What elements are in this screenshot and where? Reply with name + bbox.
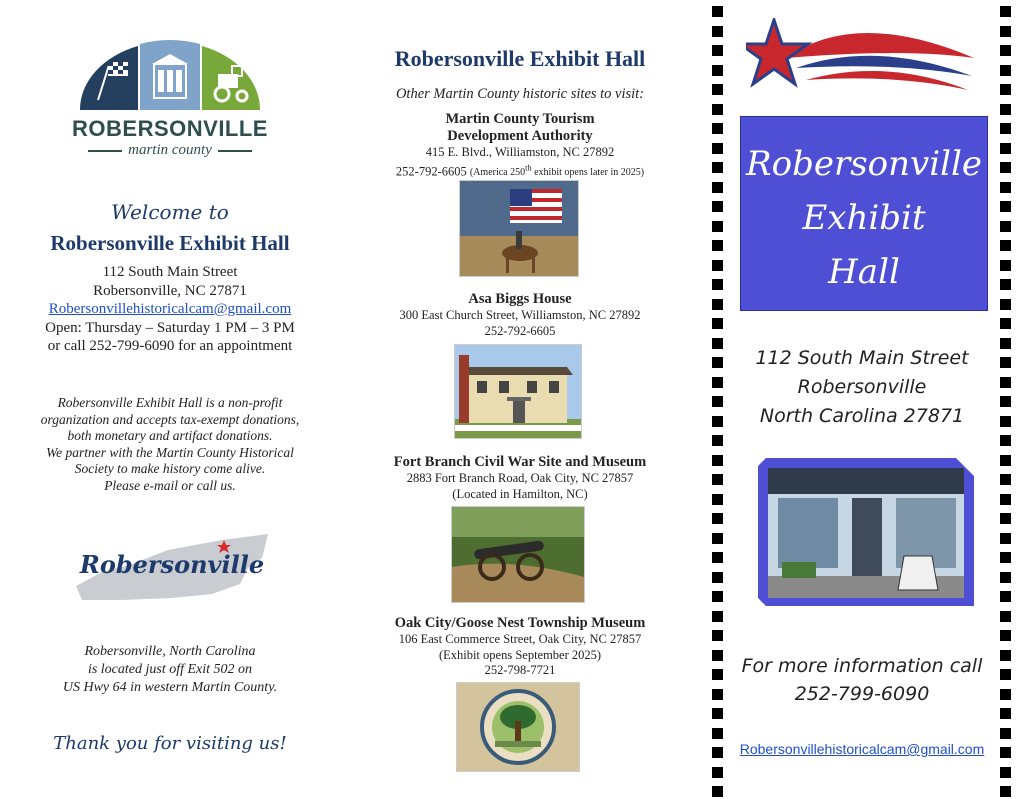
cannon-image (452, 507, 584, 602)
email-link[interactable]: Robersonvillehistoricalcam@gmail.com (48, 301, 292, 317)
logo-subtitle: martin county (70, 142, 270, 159)
title-box-line: Hall (828, 252, 900, 292)
right-email-row (700, 741, 1024, 757)
right-address-block (700, 344, 1024, 431)
storefront-photo (756, 458, 976, 606)
logo-emblem-icon (70, 38, 270, 118)
title-box-line: Robersonville (746, 144, 982, 184)
intro-line: We partner with the Martin County Historical (46, 444, 294, 460)
info-text: For more information call (741, 655, 983, 677)
title-box (740, 116, 988, 311)
address-line: Robersonville (797, 376, 927, 398)
address-line: North Carolina 27871 (759, 405, 965, 427)
address-line: 112 South Main Street (755, 347, 969, 369)
intro-line: both monetary and artifact donations. (67, 428, 273, 443)
hours-text: Open: Thursday – Saturday 1 PM – 3 PM (45, 319, 295, 336)
site-name: Oak City/Goose Nest Township Museum (394, 615, 646, 631)
site-note: (Exhibit opens September 2025) (438, 647, 602, 662)
location-line: US Hwy 64 in western Martin County. (62, 680, 278, 695)
site-tourism-authority (350, 111, 690, 180)
fort-branch-cannon-photo (451, 506, 585, 603)
more-info-block (700, 652, 1024, 708)
house-image (455, 345, 581, 438)
middle-subtitle: Other Martin County historic sites to visit: (395, 86, 645, 102)
logo-title: ROBERSONVILLE (72, 116, 268, 141)
goose-nest-seal-image (457, 683, 579, 771)
site-name: Asa Biggs House (468, 291, 572, 307)
rodeo-flag-photo (459, 180, 579, 277)
left-panel (0, 0, 340, 799)
info-phone: 252-799-6090 (794, 683, 930, 705)
location-line: Robersonville, North Carolina (84, 644, 256, 659)
site-address: 415 E. Blvd., Williamston, NC 27892 (425, 145, 615, 159)
middle-title: Robersonville Exhibit Hall (394, 46, 646, 71)
site-name: Development Authority (447, 128, 593, 144)
middle-panel (350, 0, 690, 799)
star-swoosh-graphic (746, 18, 978, 104)
site-asa-biggs-house (350, 291, 690, 339)
location-line: is located just off Exit 502 on (87, 662, 253, 677)
right-panel (700, 0, 1024, 799)
site-goose-nest-museum (350, 615, 690, 679)
intro-line: Robersonville Exhibit Hall is a non-profit (57, 395, 283, 410)
site-name: Martin County Tourism (445, 111, 595, 127)
nc-map-graphic (72, 528, 272, 602)
thank-you-text: Thank you for visiting us! (53, 733, 287, 754)
intro-line: Please e-mail or call us. (104, 477, 236, 493)
storefront-image (756, 458, 976, 606)
site-phone: 252-792-6605 (484, 323, 556, 338)
horse-rider-flag-image (460, 181, 578, 276)
site-phone-note: 252-792-6605 (America 250th exhibit opens later in 2025) (395, 163, 645, 178)
site-fort-branch (350, 454, 690, 502)
site-name: Fort Branch Civil War Site and Museum (393, 454, 647, 470)
site-phone: 252-798-7721 (484, 663, 556, 677)
exhibit-hall-heading: Robersonville Exhibit Hall (50, 231, 290, 255)
title-box-text (741, 137, 987, 299)
site-note: (Located in Hamilton, NC) (452, 486, 588, 501)
appointment-text: or call 252-799-6090 for an appointment (47, 338, 293, 354)
contact-block (0, 263, 340, 356)
address-line: 112 South Main Street (102, 264, 238, 280)
site-address: 106 East Commerce Street, Oak City, NC 27857 (398, 632, 642, 646)
goose-nest-photo (456, 682, 580, 772)
star-flag-icon (746, 18, 978, 104)
intro-line: Society to make history come alive. (74, 461, 266, 476)
map-label: Robersonville (79, 550, 265, 579)
location-text (0, 643, 340, 697)
address-line: Robersonville, NC 27871 (93, 282, 247, 299)
email-link[interactable]: Robersonvillehistoricalcam@gmail.com (739, 741, 985, 757)
title-box-line: Exhibit (802, 198, 926, 238)
robersonville-logo (70, 38, 270, 168)
site-address: 2883 Fort Branch Road, Oak City, NC 27857 (406, 471, 634, 485)
intro-paragraph (20, 395, 320, 494)
asa-biggs-house-photo (454, 344, 582, 439)
site-address: 300 East Church Street, Williamston, NC 27892 (399, 308, 641, 322)
intro-line: organization and accepts tax-exempt donations, (40, 411, 300, 427)
welcome-heading: Welcome to (111, 200, 229, 224)
